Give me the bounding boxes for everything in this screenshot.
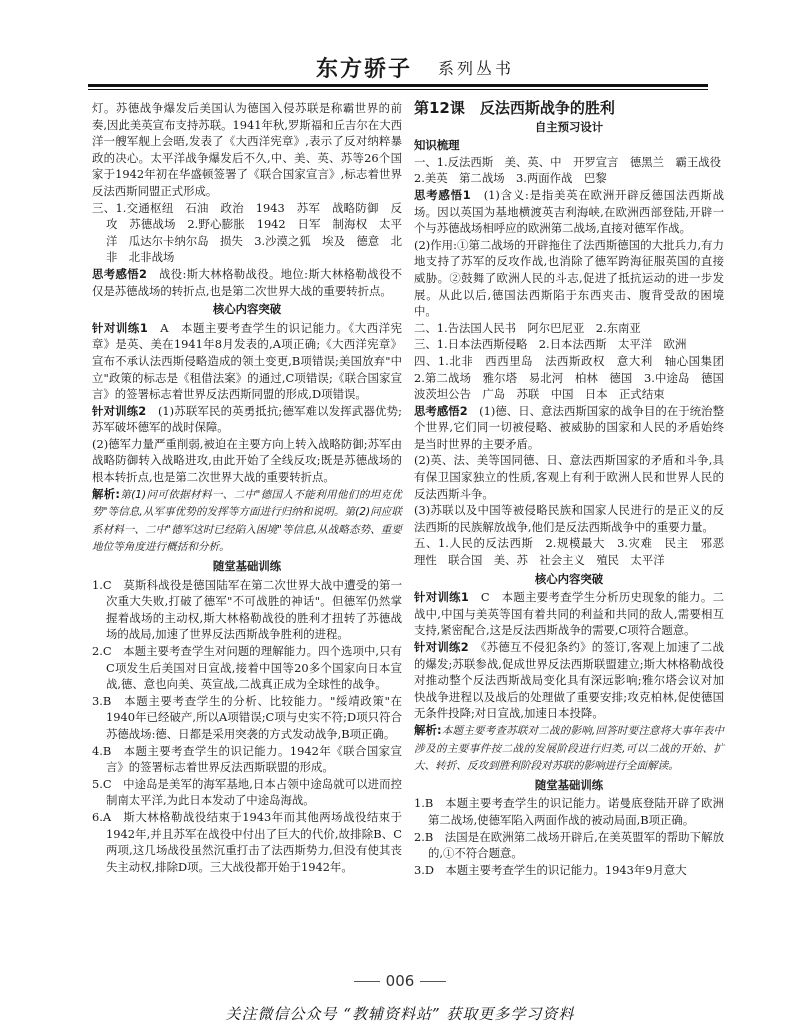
- header-rule-thin: [88, 89, 708, 90]
- paragraph: 四、1.北非 西西里岛 法西斯政权 意大利 轴心国集团 2.第二战场 雅尔塔 易北河 柏林 德国 3.中途岛 德国 波茨坦公告 广岛 苏联 中国 日本 正式结束: [414, 353, 736, 402]
- paragraph: 一、1.反法西斯 美、英、中 开罗宣言 德黑兰 霸王战役: [414, 154, 722, 169]
- paragraph: (3)苏联以及中国等被侵略民族和国家人民进行的是正义的反法西斯的民族解放战争,他们是反法西斯战争中的重要力量。: [414, 503, 724, 534]
- footer-watermark: 关注微信公众号 “教辅资料站” 获取更多学习资料: [225, 1005, 575, 1023]
- question-answer: 3.D 本题主要考查学生的识记能力。1943年9月意大: [414, 862, 687, 877]
- paragraph: [92, 486, 402, 556]
- text: 本题主要考查苏联对二战的影响,回答时要注意将大事年表中涉及的主要事件按二战的发展阶段进行归类,可以二战的开始、扩大、转折、反攻到胜利阶段对苏联的影响进行全面解读。: [414, 724, 724, 773]
- label: 解析:: [414, 722, 442, 737]
- text: 战役:斯大林格勒战役。地位:斯大林格勒战役不仅是苏德战场的转折点,也是第二次世界大战的重要转折点。: [92, 266, 402, 298]
- label: 针对训练1: [414, 590, 469, 605]
- series-title: 系列丛书: [438, 59, 515, 78]
- text: (1)德、日、意法西斯国家的战争目的在于统治整个世界,它们同一切被侵略、被威胁的国家和人民的矛盾始终是当时世界的主要矛盾。: [414, 403, 724, 451]
- label: 思考感悟1: [414, 187, 471, 202]
- header-rule: [88, 84, 708, 87]
- dash-left: [354, 981, 380, 982]
- paragraph: 灯。苏德战争爆发后美国认为德国入侵苏联是称霸世界的前奏,因此美英宣布支持苏联。1941年秋,罗斯福和丘吉尔在大西洋一艘军舰上会晤,发表了《大西洋宪章》,表示了反对纳粹暴政的决心。太平洋战争爆发后不久,中、美、英、苏等26个国家于1942年初在华盛顿签署了《联合国家宣言》,标志着世界反法西斯同盟正式形成。: [92, 101, 402, 198]
- paragraph: [92, 266, 402, 299]
- text: A 本题主要考查学生的识记能力。《大西洋宪章》是英、美在1941年8月发表的,A项正确;《大西洋宪章》宣布不承认法西斯侵略造成的领土变更,B项错误;美国放弃"中立"政策的标志是《租借法案》的通过,C项错误;《联合国家宣言》的签署标志着世界反法西斯同盟的形成,D项错误。: [92, 320, 402, 402]
- question-answer: 5.C 中途岛是美军的海军基地,日本占领中途岛就可以进而控制南太平洋,为此日本发动了中途岛海战。: [92, 776, 402, 808]
- paragraph: (2)作用:①第二战场的开辟拖住了法西斯德国的大批兵力,有力地支持了苏军的反攻作战,也消除了德军跨海征服英国的直接威胁。②鼓舞了欧洲人民的斗志,促进了抵抗运动的进一步发展。从此以后,德国法西斯陷于东西夹击、腹背受敌的困境中。: [414, 237, 724, 319]
- text: C 本题主要考查学生分析历史现象的能力。二战中,中国与美英等国有着共同的利益和共同的敌人,需要相互支持,紧密配合,这是反法西斯战争的需要,C项符合题意。: [414, 590, 724, 638]
- label: 针对训练2: [92, 403, 147, 418]
- brand-title: 东方骄子: [316, 57, 413, 82]
- text: 第(1)问可依据材料一、二中"德国人不能利用他们的坦克优势"等信息,从军事优势的发挥等方面进行归纳和说明。第(2)问应联系材料一、二中"德军这时已经陷入困境"等信息,从战略态势、重要地位等角度进行概括和分析。: [92, 488, 402, 554]
- text: 《苏德互不侵犯条约》的签订,客观上加速了二战的爆发;苏联参战,促成世界反法西斯联盟建立;斯大林格勒战役对推动整个反法西斯战局变化具有深远影响;雅尔塔会议对加快战争进程以及战后的处理做了重要安排;攻克柏林,促使德国无条件投降;对日宣战,加速日本投降。: [414, 640, 724, 721]
- label: 思考感悟2: [414, 403, 468, 418]
- section-heading: 核心内容突破: [534, 571, 604, 586]
- paragraph: [414, 187, 724, 237]
- section-heading: 随堂基础训练: [212, 559, 282, 574]
- question-answer: 1.C 莫斯科战役是德国陆军在第二次世界大战中遭受的第一次重大失败,打破了德军"不可战胜的神话"。但德军仍然掌握着战场的主动权,斯大林格勒战役的胜利才扭转了苏德战场的战局,加速了世界反法西斯战争胜利的进程。: [92, 577, 402, 642]
- question-answer: 2.C 本题主要考查学生对问题的理解能力。四个选项中,只有C项发生后美国对日宣战,接着中国等20多个国家向日本宣战,德、意也向美、英宣战,二战真正成为全球性的战争。: [92, 644, 402, 692]
- paragraph: 2.美英 第二战场 3.两面作战 巴黎: [414, 171, 607, 186]
- section-heading: 随堂基础训练: [534, 777, 604, 792]
- paragraph: (2)英、法、美等国同德、日、意法西斯国家的矛盾和斗争,具有保卫国家独立的性质,客观上有利于欧洲人民和世界人民的反法西斯斗争。: [414, 453, 724, 501]
- question-answer: 3.B 本题主要考查学生的分析、比较能力。"绥靖政策"在1940年已经破产,所以A项错误;C项与史实不符;D项只符合苏德战场:德、日都是采用突袭的方式发动战争,B项正确。: [92, 693, 402, 741]
- paragraph: [92, 403, 402, 436]
- label: 解析:: [92, 486, 120, 501]
- label: 针对训练2: [414, 640, 469, 654]
- answer-block: 三、1.交通枢纽 石油 政治 1943 苏军 战略防御 反攻 苏德战场 2.野心膨胀 1942 日军 制海权 太平洋 瓜达尔卡纳尔岛 损失 3.沙漠之狐 埃及 德意 北非 北非战场: [92, 200, 402, 265]
- page-number-text: 006: [385, 972, 415, 990]
- label: 思考感悟2: [92, 266, 147, 281]
- dash-right: [420, 981, 446, 982]
- paragraph: 三、1.日本法西斯侵略 2.日本法西斯 太平洋 欧洲: [414, 337, 687, 352]
- text: (1)苏联军民的英勇抵抗;德军难以发挥武器优势;苏军破坏德军的战时保障。: [92, 403, 402, 435]
- question-answer: 1.B 本题主要考查学生的识记能力。诺曼底登陆开辟了欧洲第二战场,使德军陷入两面作战的被动局面,B项正确。: [414, 796, 724, 827]
- paragraph: (2)德军力量严重削弱,被迫在主要方向上转入战略防御;苏军由战略防御转入战略进攻,由此开始了全线反攻;既是苏德战场的根本转折点,也是第二次世界大战的重要转折点。: [92, 436, 402, 485]
- paragraph: 五、1.人民的反法西斯 2.规模最大 3.灾难 民主 邪恶 理性 联合国 美、苏 社会主义 殖民 太平洋: [414, 536, 736, 568]
- paragraph: [414, 589, 724, 639]
- question-answer: 6.A 斯大林格勒战役结束于1943年而其他两场战役结束于1942年,并且苏军在战役中付出了巨大的代价,故排除B、C两项,这几场战役虽然沉重打击了法西斯势力,但没有使其丧失主动权,排除D项。三大战役都开始于1942年。: [92, 809, 402, 874]
- section-heading: 核心内容突破: [212, 302, 282, 317]
- paragraph: [92, 320, 402, 403]
- question-answer: 4.B 本题主要考查学生的识记能力。1942年《联合国家宣言》的签署标志着世界反法西斯联盟的形成。: [92, 743, 402, 775]
- paragraph: [414, 403, 724, 453]
- right-column: [414, 99, 736, 878]
- paragraph: [414, 639, 724, 722]
- left-column: [92, 100, 402, 875]
- subsection-label: 知识梳理: [414, 138, 460, 153]
- lesson-title: 第12课 反法西斯战争的胜利: [414, 99, 615, 117]
- page-header: [88, 50, 708, 84]
- label: 针对训练1: [92, 320, 148, 335]
- section-heading: 自主预习设计: [534, 119, 604, 134]
- paragraph: [414, 722, 724, 775]
- question-answer: 2.B 法国是在欧洲第二战场开辟后,在美英盟军的帮助下解放的,①不符合题意。: [414, 829, 724, 861]
- page-number: [340, 972, 460, 990]
- text: (1)含义:是指美英在欧洲开辟反德国法西斯战场。因以英国为基地横渡英吉利海峡,在欧洲西部登陆,开辟一个与苏德战场相呼应的欧洲第二战场,直接对德军作战。: [414, 187, 724, 236]
- paragraph: 二、1.告法国人民书 阿尔巴尼亚 2.东南亚: [414, 320, 641, 335]
